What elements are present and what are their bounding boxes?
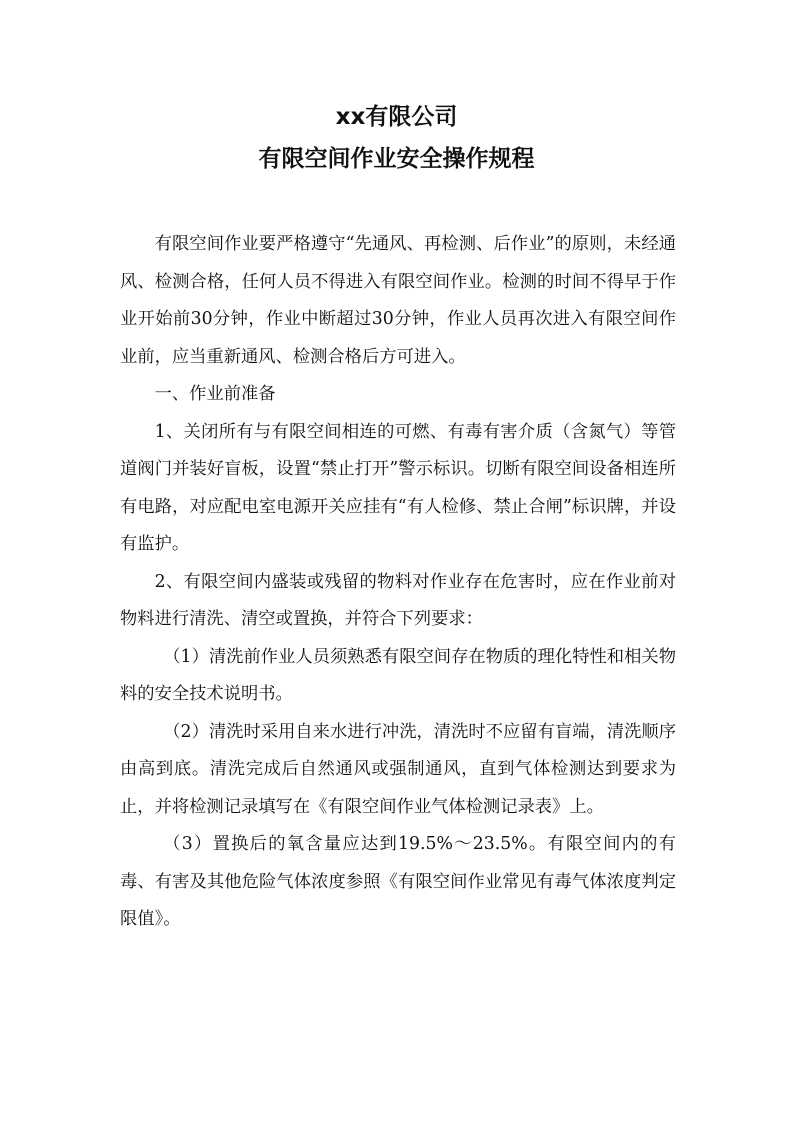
document-title: 有限空间作业安全操作规程 (258, 146, 535, 172)
section-heading-preparation: 一、作业前准备 (154, 384, 276, 404)
paragraph-subitem-1: （1）清洗前作业人员须熟悉有限空间存在物质的理化特性和相关物料的安全技术说明书。 (120, 646, 676, 704)
paragraph-subitem-2: （2）清洗时采用自来水进行冲洗，清洗时不应留有盲端，清洗顺序由高到底。清洗完成后自然通风或强制通风，直到气体检测达到要求为止，并将检测记录填写在《有限空间作业气体检测记录表》上。 (120, 721, 676, 817)
paragraph-item-1: 1、关闭所有与有限空间相连的可燃、有毒有害介质（含氮气）等管道阀门并装好盲板，设置“禁止打开”警示标识。切断有限空间设备相连所有电路，对应配电室电源开关应挂有“有人检修、禁止合闸”标识牌，并设有监护。 (120, 421, 676, 554)
document-body (120, 226, 676, 939)
paragraph-subitem-3: （3）置换后的氧含量应达到19.5%～23.5%。有限空间内的有毒、有害及其他危险气体浓度参照《有限空间作业常见有毒气体浓度判定限值》。 (120, 834, 676, 929)
company-title: xx有限公司 (335, 104, 458, 130)
intro-paragraph: 有限空间作业要严格遵守“先通风、再检测、后作业”的原则，未经通风、检测合格，任何人员不得进入有限空间作业。检测的时间不得早于作业开始前30分钟，作业中断超过30分钟，作业人员再次进入有限空间作业前，应当重新通风、检测合格后方可进入。 (120, 234, 676, 367)
paragraph-item-2: 2、有限空间内盛装或残留的物料对作业存在危害时，应在作业前对物料进行清洗、清空或置换，并符合下列要求： (120, 571, 676, 629)
